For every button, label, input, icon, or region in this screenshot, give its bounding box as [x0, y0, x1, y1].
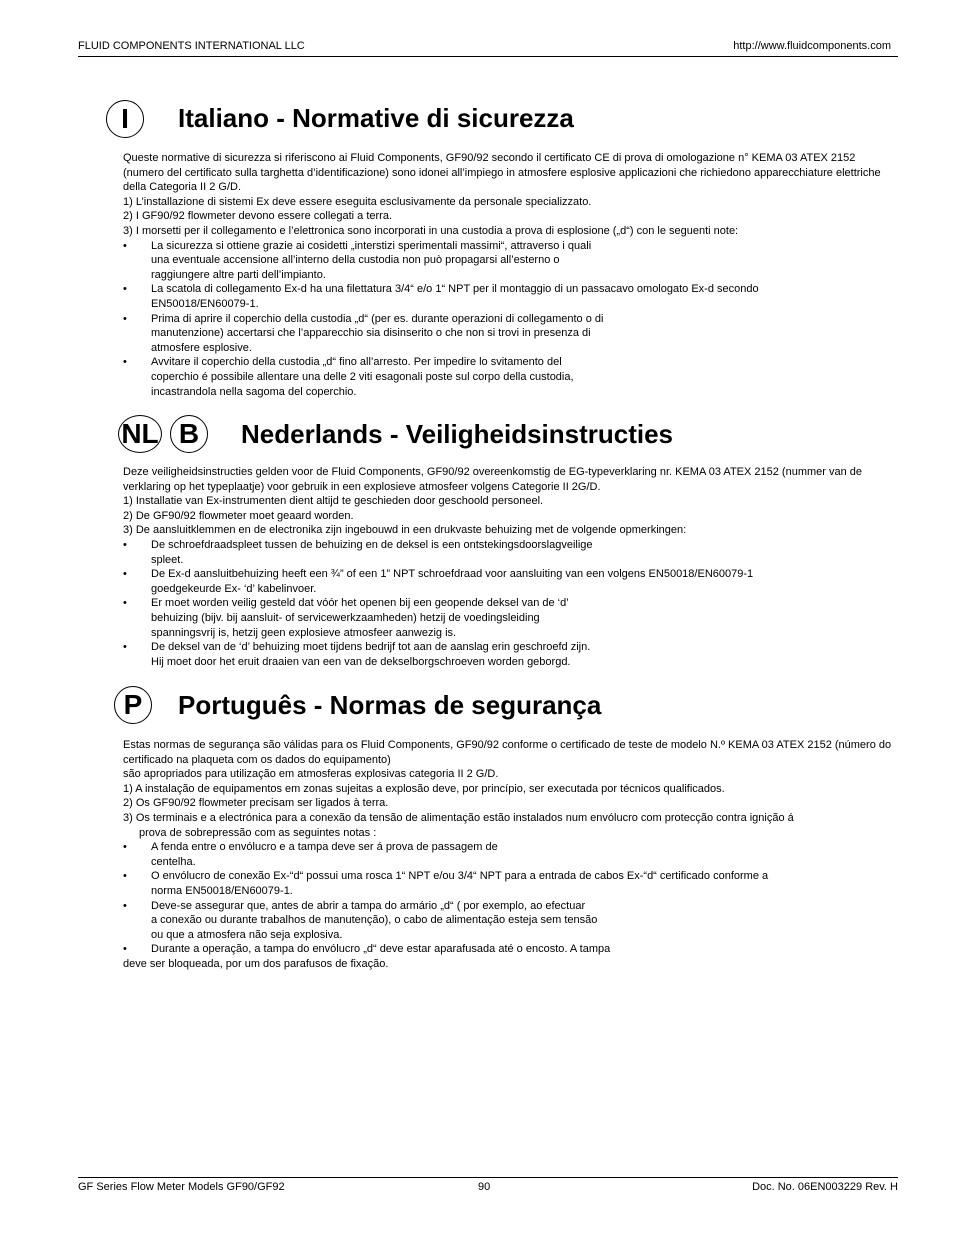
paragraph: 2) I GF90/92 flowmeter devono essere collegati a terra.: [123, 210, 393, 223]
paragraph: deve ser bloqueada, por um dos parafusos de fixação.: [123, 957, 389, 970]
paragraph: 2) Os GF90/92 flowmeter precisam ser ligados à terra.: [123, 797, 389, 810]
bullet-item: [123, 596, 893, 640]
bullet-item: [123, 538, 893, 567]
header-company: FLUID COMPONENTS INTERNATIONAL LLC: [78, 40, 305, 52]
section-title-italian: Italiano - Normative di sicurezza: [178, 103, 574, 133]
bullet-line: norma EN50018/EN60079-1.: [151, 884, 293, 897]
paragraph: prova de sobrepressão com as seguintes notas :: [139, 826, 377, 839]
bullet-item: [123, 355, 893, 399]
bullet-line: spleet.: [151, 553, 184, 566]
bullet-item: [123, 567, 893, 596]
bullet-line: spanningsvrij is, hetzij geen explosieve atmosfeer aanwezig is.: [151, 626, 457, 639]
section-badge-portuguese: P: [114, 686, 152, 724]
bullet-line: • Er moet worden veilig gesteld dat vóór het openen bij een geopende deksel van de ‘d’: [151, 597, 569, 610]
bullet-item: [123, 869, 893, 898]
bullet-line: una eventuale accensione all’interno della custodia non può propagarsi all’esterno o: [151, 254, 560, 267]
paragraph: Estas normas de segurança são válidas para os Fluid Components, GF90/92 conforme o certificado de teste de modelo N.º KEMA 03 ATEX 2152 (número do certificado na plaqueta com os dados do equipamento): [123, 739, 892, 766]
paragraph: 1) A instalação de equipamentos em zonas sujeitas a explosão deve, por princípio, ser executada por técnicos qualificados.: [123, 782, 725, 795]
footer-model: GF Series Flow Meter Models GF90/GF92: [78, 1181, 285, 1193]
section-title-dutch: Nederlands - Veiligheidsinstructies: [241, 419, 674, 449]
bullet-line: Hij moet door het eruit draaien van een van de dekselborgschroeven worden geborgd.: [151, 655, 571, 668]
section-badge-nl: NL: [118, 415, 162, 453]
bullet-line: • O envólucro de conexão Ex-“d“ possui uma rosca 1“ NPT e/ou 3/4“ NPT para a entrada de cabos Ex-“d“ certificado conforme a: [151, 870, 769, 883]
paragraph: são apropriados para utilização em atmosferas explosivas categoria II 2 G/D.: [123, 768, 499, 781]
paragraph: 3) De aansluitklemmen en de electronika zijn ingebouwd in een drukvaste behuizing met de volgende opmerkingen:: [123, 524, 687, 537]
bullet-item: [123, 640, 893, 669]
bullet-line: coperchio é possibile allentare una delle 2 viti esagonali poste sul corpo della custodia,: [151, 370, 574, 383]
section-title-portuguese: Português - Normas de segurança: [178, 690, 602, 720]
bullet-line: • De deksel van de ‘d’ behuizing moet tijdens bedrijf tot aan de aanslag erin geschroefd zijn.: [151, 641, 591, 654]
bullet-line: • Deve-se assegurar que, antes de abrir a tampa do armário „d“ ( por exemplo, ao efectuar: [151, 899, 586, 912]
bullet-line: centelha.: [151, 855, 196, 868]
footer-rule: [78, 1177, 898, 1178]
header-url[interactable]: http://www.fluidcomponents.com: [733, 40, 891, 52]
bullet-line: • Durante a operação, a tampa do envólucro „d“ deve estar aparafusada até o encosto. A tampa: [151, 943, 611, 956]
section-badge-b: B: [170, 415, 208, 453]
paragraph: 3) I morsetti per il collegamento e l’elettronica sono incorporati in una custodia a prova di esplosione („d“) con le seguenti note:: [123, 224, 739, 237]
bullet-line: goedgekeurde Ex- ‘d’ kabelinvoer.: [151, 582, 317, 595]
bullet-line: raggiungere altre parti dell’impianto.: [151, 268, 326, 281]
bullet-line: • De Ex-d aansluitbehuizing heeft een ¾” of een 1” NPT schroefdraad voor aansluiting van een volgens EN50018/EN60079-1: [151, 568, 754, 581]
header-rule: [78, 56, 898, 57]
section-body-portuguese: [123, 738, 893, 972]
paragraph: Queste normative di sicurezza si riferiscono ai Fluid Components, GF90/92 secondo il certificato CE di prova di omologazione n° KEMA 03 ATEX 2152 (numero del certificato sulla targhetta d’identificazione) sono idonei all’impiego in atmosfere esplosive applicazioni che richiedono apparecchiature elettriche della Categoria II 2 G/D.: [123, 152, 881, 194]
paragraph: 1) Installatie van Ex-instrumenten dient altijd te geschieden door geschoold personeel.: [123, 495, 544, 508]
bullet-line: manutenzione) accertarsi che l’apparecchio sia disinserito o che non si trovi in presenza di: [151, 327, 591, 340]
paragraph: 3) Os terminais e a electrónica para a conexão da tensão de alimentação estão instalados num envólucro com protecção contra ignição á: [123, 811, 794, 824]
bullet-line: ou que a atmosfera não seja explosiva.: [151, 928, 343, 941]
bullet-item: [123, 840, 893, 869]
bullet-line: incastrandola nella sagoma del coperchio.: [151, 385, 357, 398]
bullet-line: • Prima di aprire il coperchio della custodia „d“ (per es. durante operazioni di collegamento o di: [151, 312, 604, 325]
bullet-item: [123, 942, 893, 957]
bullet-item: [123, 282, 893, 311]
bullet-line: atmosfere esplosive.: [151, 341, 252, 354]
section-body-dutch: [123, 465, 893, 669]
bullet-line: • La scatola di collegamento Ex-d ha una filettatura 3/4“ e/o 1“ NPT per il montaggio di un passacavo omologato Ex-d secondo: [151, 283, 759, 296]
bullet-item: [123, 899, 893, 943]
bullet-item: [123, 312, 893, 356]
footer-doc-number: Doc. No. 06EN003229 Rev. H: [752, 1181, 898, 1193]
paragraph: Deze veiligheidsinstructies gelden voor de Fluid Components, GF90/92 overeenkomstig de EG-typeverklaring nr. KEMA 03 ATEX 2152 (nummer van de verklaring op het typeplaatje) voor gebruik in een explosieve atmosfeer volgens Categorie II 2G/D.: [123, 466, 863, 493]
bullet-line: EN50018/EN60079-1.: [151, 297, 259, 310]
bullet-item: [123, 239, 893, 283]
bullet-line: behuizing (bijv. bij aansluit- of servicewerkzaamheden) hetzij de voedingsleiding: [151, 611, 540, 624]
section-body-italian: [123, 151, 893, 399]
section-badge-italian: I: [106, 100, 144, 138]
page-number: 90: [478, 1181, 491, 1193]
bullet-line: a conexão ou durante trabalhos de manutenção), o cabo de alimentação esteja sem tensão: [151, 914, 598, 927]
bullet-line: • De schroefdraadspleet tussen de behuizing en de deksel is een ontstekingsdoorslagveilige: [151, 538, 593, 551]
paragraph: 2) De GF90/92 flowmeter moet geaard worden.: [123, 509, 354, 522]
bullet-line: • Avvitare il coperchio della custodia „d“ fino all’arresto. Per impedire lo svitamento del: [151, 356, 562, 369]
bullet-line: • A fenda entre o envólucro e a tampa deve ser á prova de passagem de: [151, 841, 498, 854]
bullet-line: • La sicurezza si ottiene grazie ai cosidetti „interstizi sperimentali massimi“, attraverso i quali: [151, 239, 592, 252]
paragraph: 1) L’installazione di sistemi Ex deve essere eseguita esclusivamente da personale specializzato.: [123, 195, 592, 208]
